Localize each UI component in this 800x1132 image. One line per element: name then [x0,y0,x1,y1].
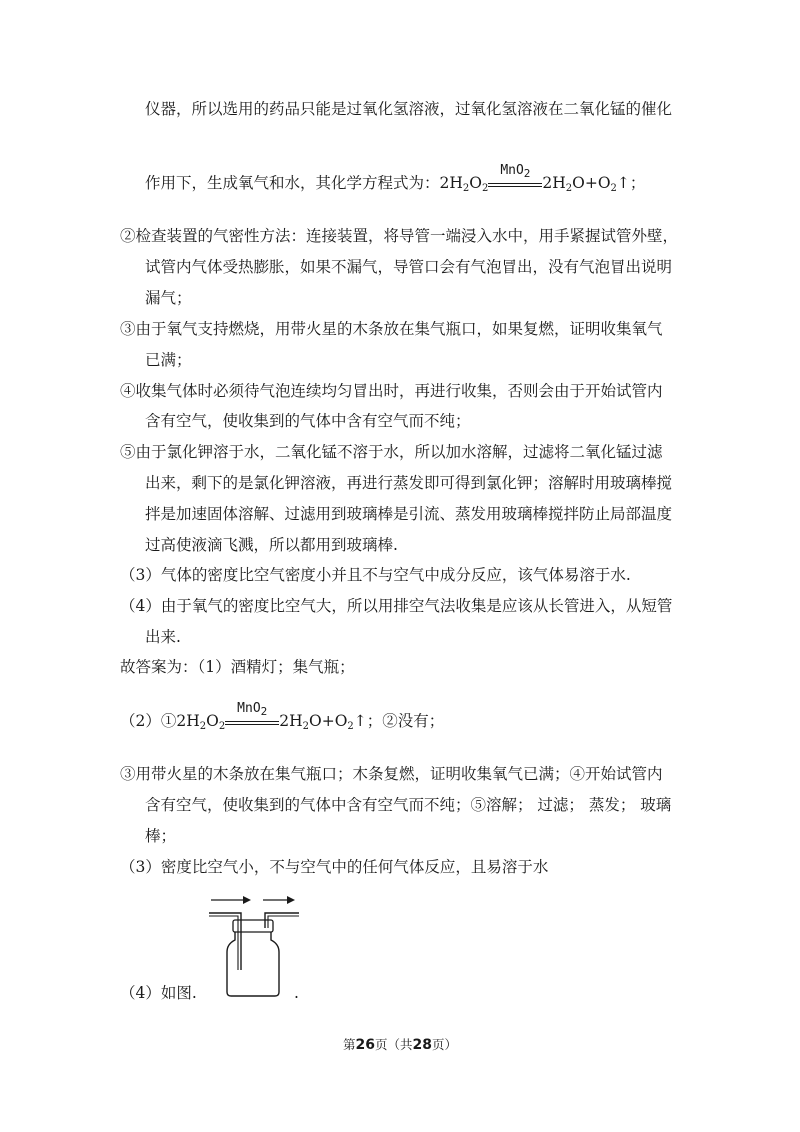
text-segment: . [294,984,299,1002]
text-line: （3）密度比空气小，不与空气中的任何气体反应，且易溶于水 [120,858,549,876]
equation-line [145,163,646,201]
text-line: 仪器，所以选用的药品只能是过氧化氢溶液，过氧化氢溶液在二氧化锰的催化 [145,100,673,118]
page-total: 28 [412,1037,432,1053]
page-footer [0,1037,800,1053]
text-line: ②检查装置的气密性方法：连接装置，将导管一端浸入水中，用手紧握试管外壁， [120,227,679,245]
text-segment: ； [629,174,646,192]
text-line: ⑤由于氯化钾溶于水，二氧化锰不溶于水，所以加水溶解，过滤将二氧化锰过滤 [120,443,663,461]
equation-line [120,701,445,739]
footer-prefix: 第 [342,1037,356,1052]
text-line: 出来. [145,628,181,646]
equation-product: $2H_2O+O_2↑$ [279,712,367,732]
text-line: 故答案为：（1）酒精灯；集气瓶； [120,658,355,676]
footer-middle: 页（共 [374,1037,413,1052]
text-line: （3）气体的密度比空气密度小并且不与空气中成分反应，该气体易溶于水. [120,566,631,584]
text-line: ④收集气体时必须待气泡连续均匀冒出时，再进行收集，否则会由于开始试管内 [120,382,663,400]
long-tube [209,913,241,970]
text-line: 已满； [145,351,192,369]
text-line: 漏气； [145,289,192,307]
text-segment: ；②没有； [366,712,445,730]
catalyst-condition: MnO$_2$ [488,164,542,187]
bottle-body [227,932,279,996]
text-line [120,983,197,1003]
equation-reactant: $2H_2O_2$ [176,712,226,732]
footer-suffix: 页） [431,1037,457,1052]
text-line: 棒； [145,827,177,845]
equation-reactant: $2H_2O_2$ [439,174,489,194]
text-segment: 作用下，生成氧气和水，其化学方程式为： [145,174,440,192]
text-line: ③由于氧气支持燃烧，用带火星的木条放在集气瓶口，如果复燃，证明收集氧气 [120,320,663,338]
catalyst-condition: MnO$_2$ [225,702,279,725]
bottle-stopper [233,920,273,932]
text-line: 过高使液滴飞溅，所以都用到玻璃棒. [145,536,398,554]
text-segment: （2）① [120,712,177,730]
text-segment: （4）如图. [120,984,197,1002]
text-line: 试管内气体受热膨胀，如果不漏气，导管口会有气泡冒出，没有气泡冒出说明 [145,258,673,276]
text-line: 出来，剩下的是氯化钾溶液，再进行蒸发即可得到氯化钾；溶解时用玻璃棒搅 [145,474,673,492]
text-line: ③用带火星的木条放在集气瓶口；木条复燃，证明收集氧气已满；④开始试管内 [120,765,663,783]
text-line: 含有空气，使收集到的气体中含有空气而不纯； [145,412,471,430]
page-number: 26 [355,1037,375,1053]
equation-product: $2H_2O+O_2↑$ [542,174,630,194]
text-line: 含有空气，使收集到的气体中含有空气而不纯；⑤溶解； 过滤； 蒸发； 玻璃 [145,796,672,814]
text-line: 拌是加速固体溶解、过滤用到玻璃棒是引流、蒸发用玻璃棒搅拌防止局部温度 [145,505,673,523]
text-line: （4）由于氧气的密度比空气大，所以用排空气法收集是应该从长管进入，从短管 [120,597,673,615]
gas-washing-bottle-icon [205,890,305,1000]
